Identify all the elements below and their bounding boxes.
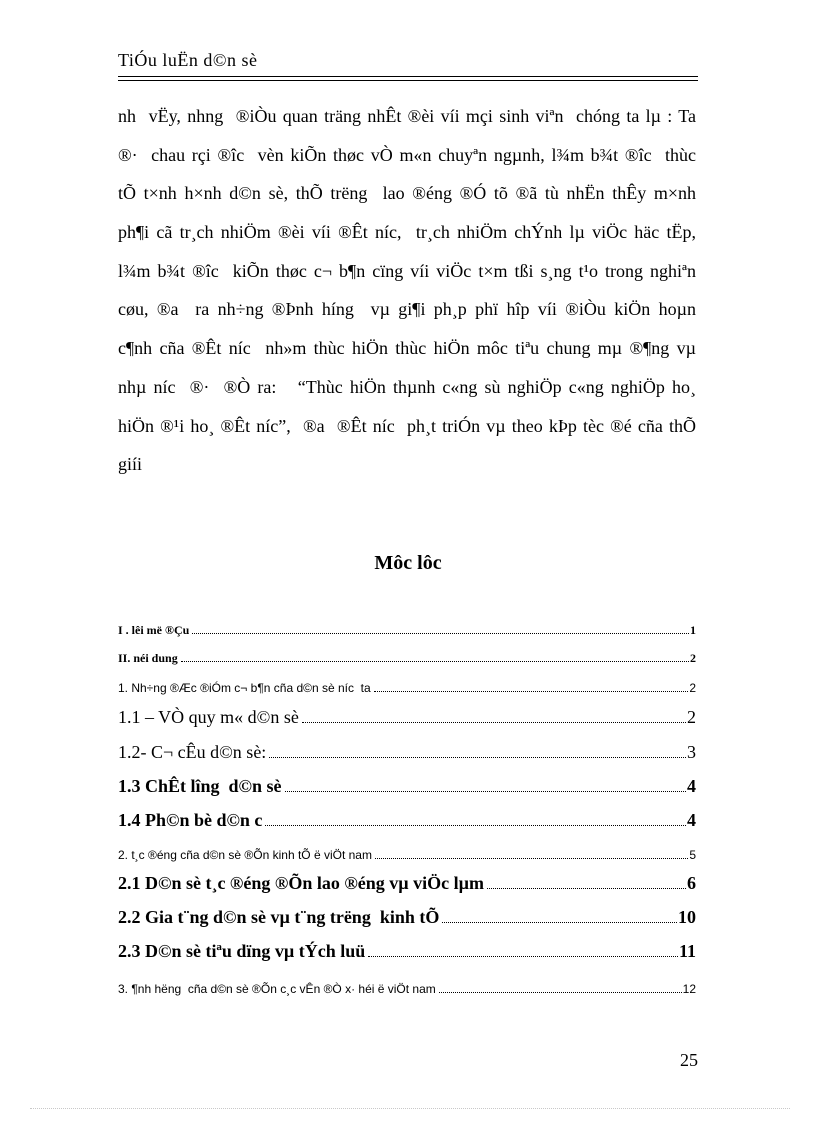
body-line: nh vËy, nhng ®iÒu quan träng nhÊt ®èi víi mçi sinh viªn chóng ta lµ : Ta [118, 106, 696, 126]
toc-entry-page: 4 [687, 810, 696, 830]
toc-leader [181, 661, 689, 662]
toc-leader [192, 633, 689, 634]
toc-entry-page: 2 [690, 651, 696, 665]
body-line: c¶nh cña ®Êt níc nh»m thùc hiÖn thùc hiÖn môc tiªu chung mµ ®¶ng vµ [118, 338, 696, 359]
toc-entry[interactable] [118, 623, 696, 638]
toc-leader [375, 858, 688, 859]
body-line: ph¶i cã tr¸ch nhiÖm ®èi víi ®Êt níc, tr¸ch nhiÖm chÝnh lµ viÖc häc tËp, [118, 222, 696, 243]
toc-entry-text: 2. t¸c ®éng cña d©n sè ®Õn kinh tÕ ë viÖt nam [118, 848, 372, 862]
toc-entry[interactable] [118, 848, 696, 863]
body-line: ®· chau rçi ®îc vèn kiÕn thøc vÒ m«n chuyªn ngµnh, l¾m b¾t ®îc thùc [118, 144, 696, 165]
toc-leader [374, 691, 689, 692]
toc-entry-page: 1 [690, 623, 696, 637]
toc-entry[interactable] [118, 681, 696, 696]
header-rule-thin [118, 80, 698, 81]
toc-entry-text: 1.4 Ph©n bè d©n c [118, 810, 263, 830]
body-line: giíi [118, 454, 143, 475]
toc-entry-page: 11 [678, 941, 696, 961]
header-rule [118, 76, 698, 77]
toc-entry-page: 6 [687, 873, 696, 893]
toc-entry-page: 2 [689, 681, 696, 695]
toc-leader [487, 888, 686, 889]
toc-leader [265, 825, 686, 826]
toc-entry-text: 1.1 – VÒ quy m« d©n sè [118, 707, 299, 727]
toc-entry-text: 2.2 Gia t¨ng d©n sè vµ t¨ng trëng kinh tÕ [118, 907, 440, 927]
toc-entry-text: I . lêi më ®Çu [118, 623, 190, 637]
toc-entry-page: 5 [689, 848, 696, 862]
toc-entry-page: 10 [678, 907, 696, 927]
toc-entry[interactable] [118, 651, 696, 666]
toc-leader [439, 992, 682, 993]
toc-entry-text: 1.3 ChÊt lîng d©n sè [118, 776, 282, 796]
toc-entry-page: 2 [687, 707, 696, 727]
toc-entry-text: 2.3 D©n sè tiªu dïng vµ tÝch luü [118, 941, 366, 961]
page-bottom-border [30, 1108, 790, 1109]
toc-entry[interactable] [118, 707, 696, 728]
toc-title: Môc lôc [374, 552, 442, 574]
toc-entry-page: 12 [682, 982, 696, 996]
body-line: l¾m b¾t ®îc kiÕn thøc c¬ b¶n cïng víi viÖc t×m tßi s¸ng t¹o trong nghiªn [118, 260, 696, 281]
body-line: nhµ níc ®· ®Ò ra: “Thùc hiÖn thµnh c«ng sù nghiÖp c«ng nghiÖp ho¸ [118, 376, 696, 397]
toc-entry[interactable] [118, 907, 696, 928]
toc-entry[interactable] [118, 810, 696, 831]
toc-entry[interactable] [118, 742, 696, 763]
body-line: hiÖn ®¹i ho¸ ®Êt níc”, ®a ®Êt níc ph¸t triÓn vµ theo kÞp tèc ®é cña thÕ [118, 415, 696, 436]
body-paragraph [118, 104, 696, 491]
toc-entry[interactable] [118, 873, 696, 894]
body-line: tÕ t×nh h×nh d©n sè, thÕ trëng lao ®éng ®Ó tõ ®ã tù nhËn thÊy m×nh [118, 183, 696, 204]
toc-entry-text: 1. Nh÷ng ®Æc ®iÓm c¬ b¶n cña d©n sè níc ta [118, 681, 371, 695]
toc-leader [302, 722, 686, 723]
toc-entry[interactable] [118, 941, 696, 962]
toc-entry[interactable] [118, 982, 696, 997]
toc-entry-page: 3 [687, 742, 696, 762]
toc-entry-page: 4 [687, 776, 696, 796]
toc-entry-text: 2.1 D©n sè t¸c ®éng ®Õn lao ®éng vµ viÖc lµm [118, 873, 485, 893]
page-number: 25 [680, 1050, 698, 1070]
toc-entry-text: 3. ¶nh hëng cña d©n sè ®Õn c¸c vÊn ®Ò x· héi ë viÖt nam [118, 982, 436, 996]
toc-leader [368, 956, 678, 957]
toc-entry-text: 1.2- C¬ cÊu d©n sè: [118, 742, 267, 762]
toc-leader [285, 791, 687, 792]
toc-entry[interactable] [118, 776, 696, 797]
toc-leader [269, 757, 686, 758]
body-line: cøu, ®a ra nh÷ng ®Þnh híng vµ gi¶i ph¸p phï hîp víi ®iÒu kiÖn hoµn [118, 299, 696, 320]
toc-entry-text: II. néi dung [118, 651, 178, 665]
running-header: TiÓu luËn d©n sè [118, 50, 258, 70]
toc-leader [442, 922, 677, 923]
